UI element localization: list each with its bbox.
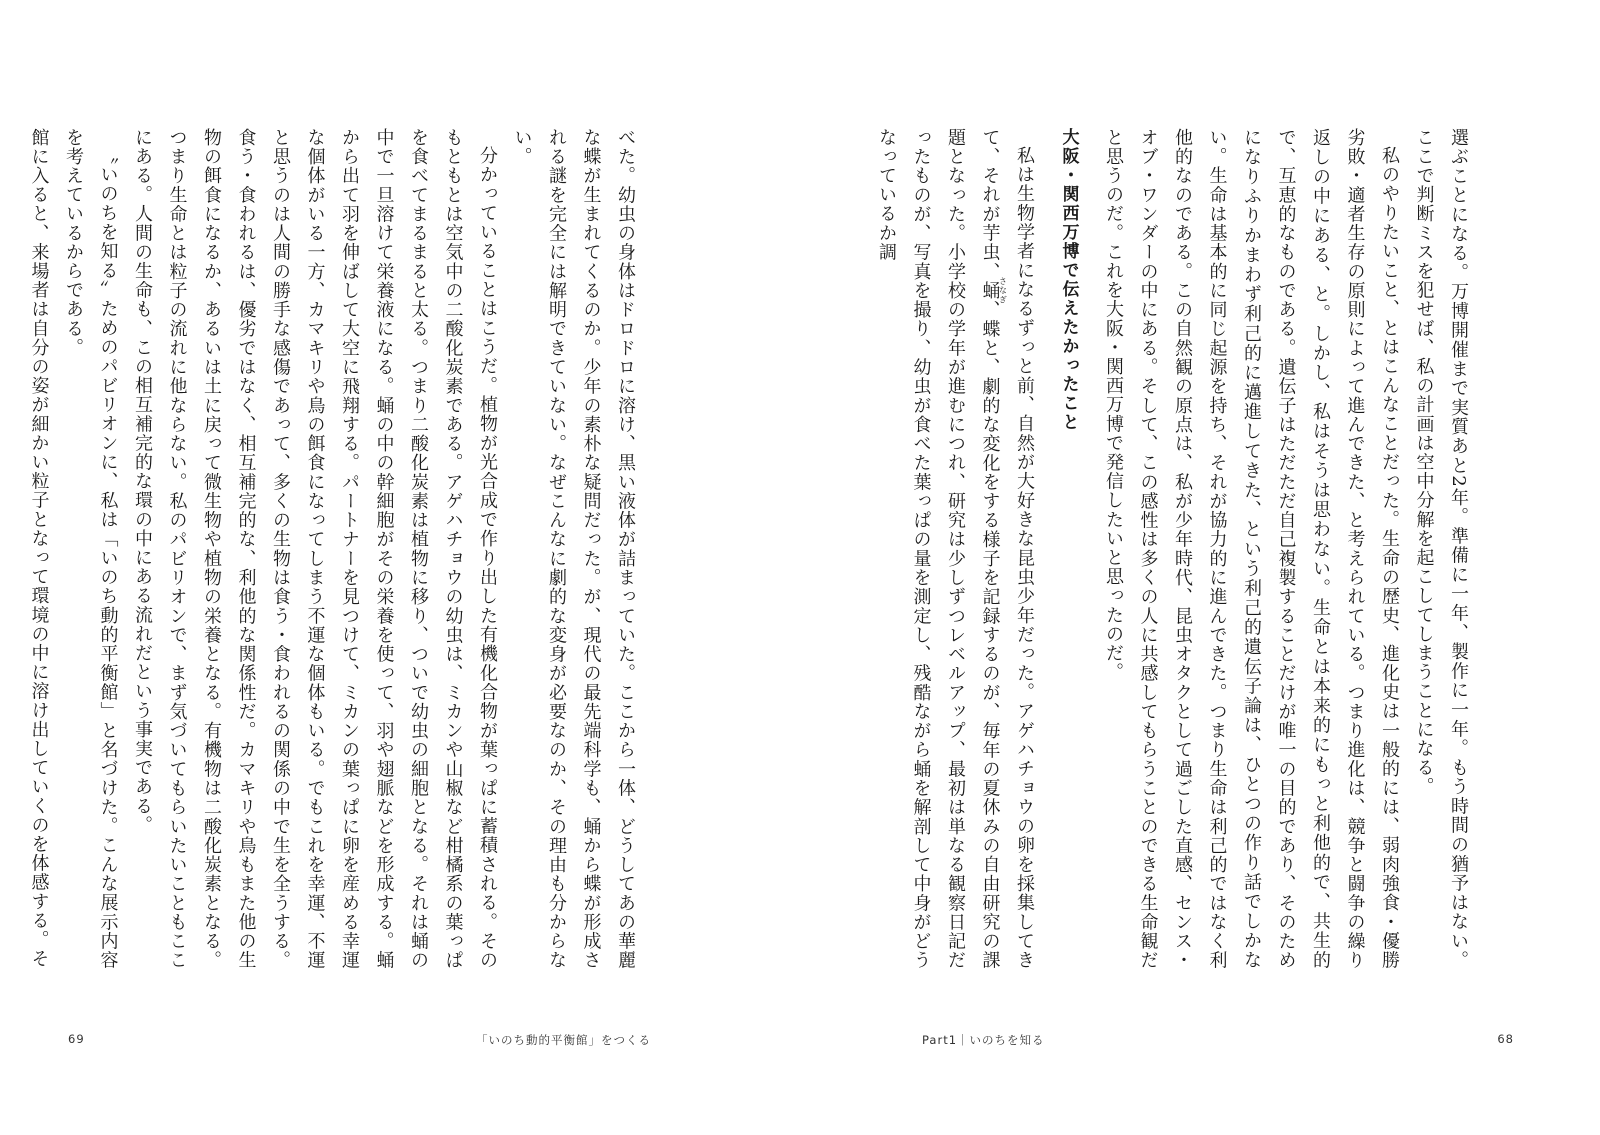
page-number: 68 — [1497, 1032, 1514, 1046]
paragraph: 選ぶことになる。万博開催まで実質あと2年。準備に一年、製作に一年。もう時間の猶予はない。ここで判断ミスを犯せば、私の計画は空中分解を起こしてしまうことになる。 — [1413, 128, 1469, 970]
paragraph: 私のやりたいこと、とはこんなことだった。生命の歴史、進化史は一般的には、弱肉強食・優勝劣敗・適者生存の原則によって進んできた、と考えられている。つまり進化は、競争と闘争の繰り返しの中にある、と。しかし、私はそうは思わない。生命とは本来的にもっと利他的で、共生的で、互恵的なものである。遺伝子はただただ自己複製することだけが唯一の目的であり、そのためになりふりかまわず利己的に邁進してきた、という利己的遺伝子論は、ひとつの作り話でしかない。生命は基本的に同じ起源を持ち、それが協力的に進んできた。つまり生命は利己的ではなく利他的なのである。この自然観の原点は、私が少年時代、昆虫オタクとして過ごした直感、センス・オブ・ワンダーの中にある。そして、この感性は多くの人に共感してもらうことのできる生命観だと思うのだ。これを大阪・関西万博で発信したいと思ったのだ。 — [1103, 128, 1400, 970]
section-subhead: 大阪・関西万博で伝えたかったこと — [1058, 128, 1079, 432]
paragraph: 分かっていることはこうだ。植物が光合成で作り出した有機化合物が葉っぱに蓄積される。そのもともとは空気中の二酸化炭素である。アゲハチョウの幼虫は、ミカンや山椒など柑橘系の葉っぱを食べてまるまると太る。つまり二酸化炭素は植物に移り、ついで幼虫の細胞となる。それは蛹の中で一旦溶けて栄養液になる。蛹の中の幹細胞がその栄養を使って、羽や翅脈などを形成する。蛹から出て羽を伸ばして大空に飛翔する。パートナーを見つけて、ミカンの葉っぱに卵を産める幸運な個体がいる一方、カマキリや鳥の餌食になってしまう不運な個体もいる。でもこれを幸運、不運と思うのは人間の勝手な感傷であって、多くの生物は食う・食われるの関係の中で生を全うする。食う・食われるは、優劣ではなく、相互補完的な、利他的な関係性だ。カマキリや鳥もまた他の生物の餌食になるか、あるいは土に戻って微生物や植物の栄養となる。有機物は二酸化炭素となる。つまり生命とは粒子の流れに他ならない。私のパビリオンで、まず気づいてもらいたいこともここにある。人間の生命も、この相互補完的な環の中にある流れだという事実である。 — [132, 128, 498, 970]
ruby-annotation — [979, 277, 1008, 305]
running-head: Part1｜いのちを知る — [922, 1033, 1045, 1047]
paragraph: べた。幼虫の身体はドロドロに溶け、黒い液体が詰まっていた。ここから一体、どうしてあの華麗な蝶が生まれてくるのか。少年の素朴な疑問だった。が、現代の最先端科学も、蛹から蝶が形成される謎を完全には解明できていない。なぜこんなに劇的な変身が必要なのか、その理由も分からない。 — [511, 128, 636, 970]
paragraph: 館に入ると、来場者は自分の姿が細かい粒子となって環境の中に溶け出していくのを体感する。そ — [28, 128, 50, 969]
page-68 — [800, 0, 1600, 1135]
ruby-base: 蛹 — [979, 277, 1001, 305]
text-run: 、蝶と、劇的な変化をする様子を記録するのが、毎年の夏休みの自由研究の課題となった。小学校の学年が進むにつれ、研究は少しずつレベルアップ、最初は単なる観察日記だったものが、写真を撮り、幼虫が食べた葉っぱの量を測定し、残酷ながら蛹を解剖して中身がどうなっているか調 — [876, 128, 1001, 970]
body-text-left — [28, 128, 642, 970]
paragraph: 〝いのちを知る〟ためのパビリオンに、私は「いのち動的平衡館」と名づけた。こんな展示内容を考えているからである。 — [63, 128, 119, 970]
paragraph — [869, 128, 1042, 970]
text-run: 私は生物学者になるずっと前、自然が大好きな昆虫少年だった。アゲハチョウの卵を採集してきて、それが芋虫、 — [979, 128, 1035, 970]
ruby-reading: さなぎ — [998, 277, 1008, 305]
body-text-right — [876, 128, 1475, 970]
running-head: 「いのち動的平衡館」をつくる — [476, 1033, 651, 1047]
page-number: 69 — [68, 1032, 85, 1046]
